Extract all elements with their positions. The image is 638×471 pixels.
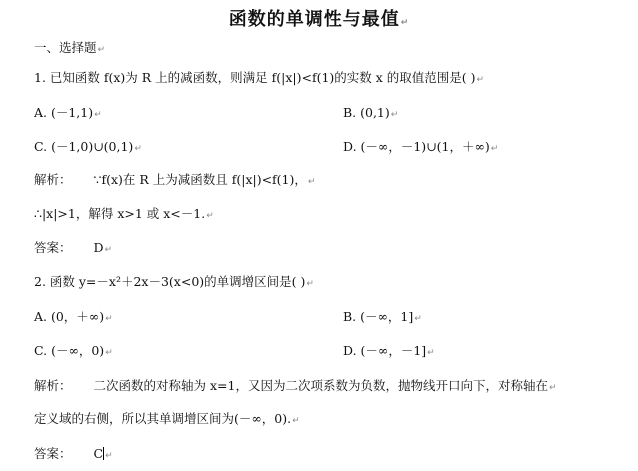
answer-value: C	[93, 446, 104, 461]
question-1-option-c: C. (－1,0)∪(0,1)↵	[34, 139, 142, 154]
paragraph-mark-icon: ↵	[400, 18, 410, 28]
analysis-label: 解析：	[34, 378, 72, 393]
document-title: 函数的单调性与最值↵	[228, 9, 410, 30]
question-2-option-c: C. (－∞，0)↵	[34, 343, 113, 358]
question-1-analysis-conclusion: ∴|x|>1，解得 x>1 或 x<－1.↵	[34, 206, 214, 221]
paragraph-mark-icon: ↵	[306, 279, 314, 289]
question-1-stem: 1. 已知函数 f(x)为 R 上的减函数，则满足 f(|x|)<f(1)的实数 x 的取值范围是( )↵	[34, 70, 485, 85]
question-2-option-b: B. (－∞，1]↵	[343, 309, 422, 324]
answer-label: 答案：	[34, 240, 72, 255]
paragraph-mark-icon: ↵	[105, 451, 113, 461]
paragraph-mark-icon: ↵	[307, 177, 316, 187]
paragraph-mark-icon: ↵	[390, 110, 399, 120]
question-2-option-d: D. (－∞，－1]↵	[343, 343, 435, 358]
analysis-label: 解析：	[34, 172, 72, 187]
question-1-answer	[34, 240, 112, 258]
paragraph-mark-icon: ↵	[104, 245, 113, 255]
paragraph-mark-icon: ↵	[476, 75, 485, 85]
question-1-option-a: A. (－1,1)↵	[34, 105, 102, 120]
question-2-answer[interactable]	[34, 446, 113, 464]
text-cursor	[103, 447, 104, 460]
question-1-option-b: B. (0,1)↵	[343, 105, 399, 120]
answer-value: D	[93, 240, 104, 255]
paragraph-mark-icon: ↵	[94, 110, 102, 120]
question-1-option-d: D. (－∞，－1)∪(1，＋∞)↵	[343, 139, 499, 154]
question-2-analysis: 解析： 二次函数的对称轴为 x=1，又因为二次项系数为负数，抛物线开口向下，对称轴在↵	[34, 378, 557, 393]
paragraph-mark-icon: ↵	[414, 314, 422, 324]
section-heading: 一、选择题↵	[34, 40, 106, 55]
paragraph-mark-icon: ↵	[134, 144, 142, 154]
paragraph-mark-icon: ↵	[206, 211, 214, 221]
paragraph-mark-icon: ↵	[292, 416, 300, 426]
paragraph-mark-icon: ↵	[427, 348, 435, 358]
paragraph-mark-icon: ↵	[97, 45, 106, 55]
question-2-stem: 2. 函数 y=－x²＋2x－3(x<0)的单调增区间是( )↵	[34, 274, 314, 289]
answer-label: 答案：	[34, 446, 72, 461]
paragraph-mark-icon: ↵	[490, 144, 499, 154]
question-2-analysis-continued: 定义域的右侧，所以其单调增区间为(－∞，0).↵	[34, 411, 300, 426]
question-2-option-a: A. (0，＋∞)↵	[34, 309, 113, 324]
paragraph-mark-icon: ↵	[548, 383, 557, 393]
question-1-analysis: 解析： ∵f(x)在 R 上为减函数且 f(|x|)<f(1)，↵	[34, 172, 316, 187]
paragraph-mark-icon: ↵	[105, 348, 113, 358]
paragraph-mark-icon: ↵	[105, 314, 113, 324]
